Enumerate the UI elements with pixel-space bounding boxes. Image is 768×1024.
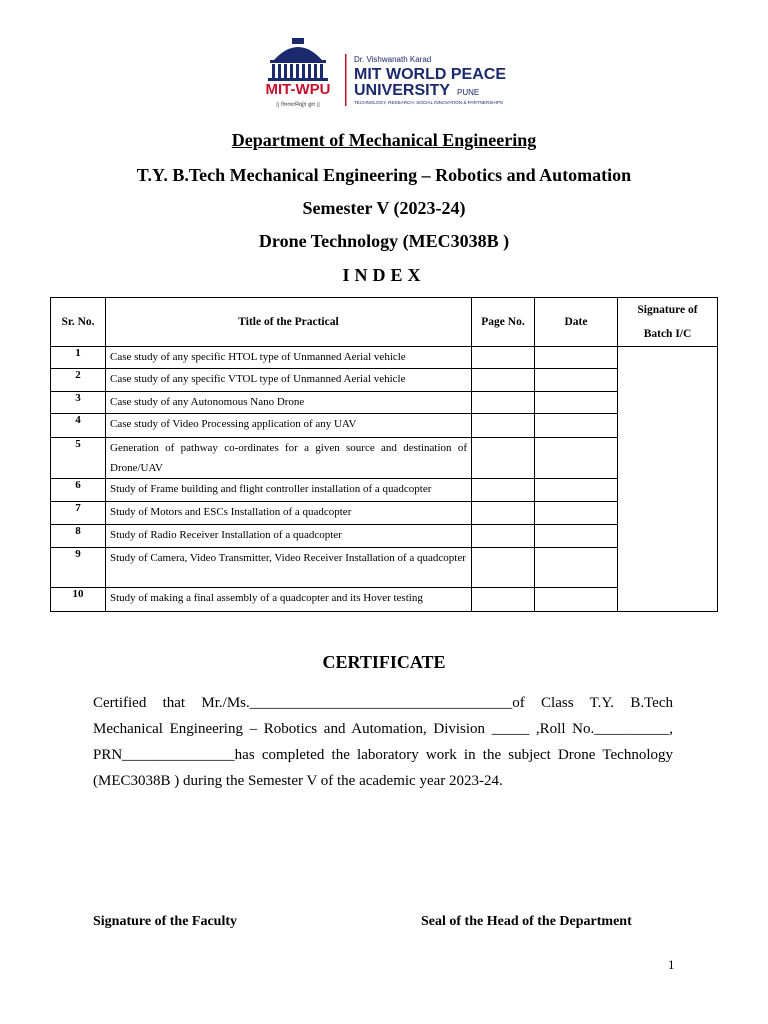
logo-tagline: || विश्वशान्तिर्ध्रुवं ध्रुवा || — [276, 102, 320, 108]
table-row — [51, 438, 718, 479]
row-page-cell — [472, 438, 535, 479]
page-number: 1 — [668, 957, 675, 972]
row-page-cell — [472, 347, 535, 369]
hod-seal-label: Seal of the Head of the Department — [421, 914, 632, 929]
row-sr: 4 — [51, 414, 106, 438]
header-sr-no: Sr. No. — [51, 298, 106, 347]
row-date-cell — [535, 479, 618, 502]
row-title: Case study of Video Processing application of any UAV — [106, 414, 472, 438]
index-heading: INDEX — [342, 265, 426, 285]
row-page-cell — [472, 525, 535, 548]
faculty-signature-label: Signature of the Faculty — [93, 914, 238, 929]
row-date-cell — [535, 548, 618, 588]
row-page-cell — [472, 369, 535, 392]
row-sr: 1 — [51, 347, 106, 369]
table-header-row — [51, 298, 718, 347]
header-page-no: Page No. — [472, 298, 535, 347]
logo-founder: Dr. Vishwanath Karad — [354, 55, 432, 64]
row-title: Generation of pathway co-ordinates for a given source and destination of Drone/UAV — [106, 438, 472, 479]
row-date-cell — [535, 525, 618, 548]
row-title: Study of Radio Receiver Installation of a quadcopter — [106, 525, 472, 548]
row-title: Study of Motors and ESCs Installation of a quadcopter — [106, 502, 472, 525]
row-date-cell — [535, 347, 618, 369]
certificate-body: Certified that Mr./Ms.___________________________________of Class T.Y. B.Tech Mechanical Engineering – Robotics and Automation, Division _____ ,Roll No.__________, PRN_______________has completed the laboratory work in the subject Drone Technology (MEC3038B ) during the Semester V of the academic year 2023-24. — [93, 695, 673, 789]
row-page-cell — [472, 588, 535, 612]
table-row — [51, 392, 718, 414]
row-date-cell — [535, 588, 618, 612]
row-sr: 7 — [51, 502, 106, 525]
table-row — [51, 525, 718, 548]
row-sr: 6 — [51, 479, 106, 502]
row-sr: 2 — [51, 369, 106, 392]
header-signature: Signature of Batch I/C — [618, 298, 718, 347]
row-date-cell — [535, 414, 618, 438]
university-logo — [254, 36, 518, 110]
program-heading: T.Y. B.Tech Mechanical Engineering – Robotics and Automation — [136, 165, 632, 185]
row-page-cell — [472, 479, 535, 502]
header-title: Title of the Practical — [106, 298, 472, 347]
row-sr: 9 — [51, 548, 106, 588]
row-title: Case study of any specific VTOL type of Unmanned Aerial vehicle — [106, 369, 472, 392]
table-row — [51, 479, 718, 502]
row-page-cell — [472, 548, 535, 588]
semester-heading: Semester V (2023-24) — [302, 198, 466, 218]
table-row — [51, 347, 718, 369]
table-row — [51, 369, 718, 392]
row-page-cell — [472, 414, 535, 438]
row-title: Study of Frame building and flight controller installation of a quadcopter — [106, 479, 472, 502]
row-date-cell — [535, 369, 618, 392]
certificate-title: CERTIFICATE — [322, 652, 446, 672]
row-title: Study of making a final assembly of a quadcopter and its Hover testing — [106, 588, 472, 612]
row-title: Study of Camera, Video Transmitter, Video Receiver Installation of a quadcopter — [106, 548, 472, 588]
table-row — [51, 414, 718, 438]
row-sr: 5 — [51, 438, 106, 479]
logo-motto: TECHNOLOGY, RESEARCH, SOCIAL INNOVATION & PARTNERSHIPS — [354, 100, 503, 105]
logo-divider — [345, 54, 347, 106]
table-row — [51, 502, 718, 525]
header-date: Date — [535, 298, 618, 347]
table-row — [51, 548, 718, 588]
dome-emblem-icon — [268, 38, 328, 81]
row-page-cell — [472, 502, 535, 525]
logo-short-name: MIT-WPU — [265, 81, 331, 98]
row-page-cell — [472, 392, 535, 414]
row-sr: 10 — [51, 588, 106, 612]
row-date-cell — [535, 502, 618, 525]
row-date-cell — [535, 438, 618, 479]
logo-name-line2: UNIVERSITY — [354, 82, 451, 99]
signature-cell — [618, 347, 718, 612]
row-title: Case study of any specific HTOL type of Unmanned Aerial vehicle — [106, 347, 472, 369]
logo-name-line1: MIT WORLD PEACE — [354, 66, 506, 83]
row-sr: 8 — [51, 525, 106, 548]
row-title: Case study of any Autonomous Nano Drone — [106, 392, 472, 414]
table-row — [51, 588, 718, 612]
practical-index-table — [50, 297, 718, 612]
department-heading: Department of Mechanical Engineering — [231, 130, 537, 150]
course-heading: Drone Technology (MEC3038B ) — [258, 231, 510, 251]
row-sr: 3 — [51, 392, 106, 414]
logo-city: PUNE — [457, 88, 480, 97]
row-date-cell — [535, 392, 618, 414]
